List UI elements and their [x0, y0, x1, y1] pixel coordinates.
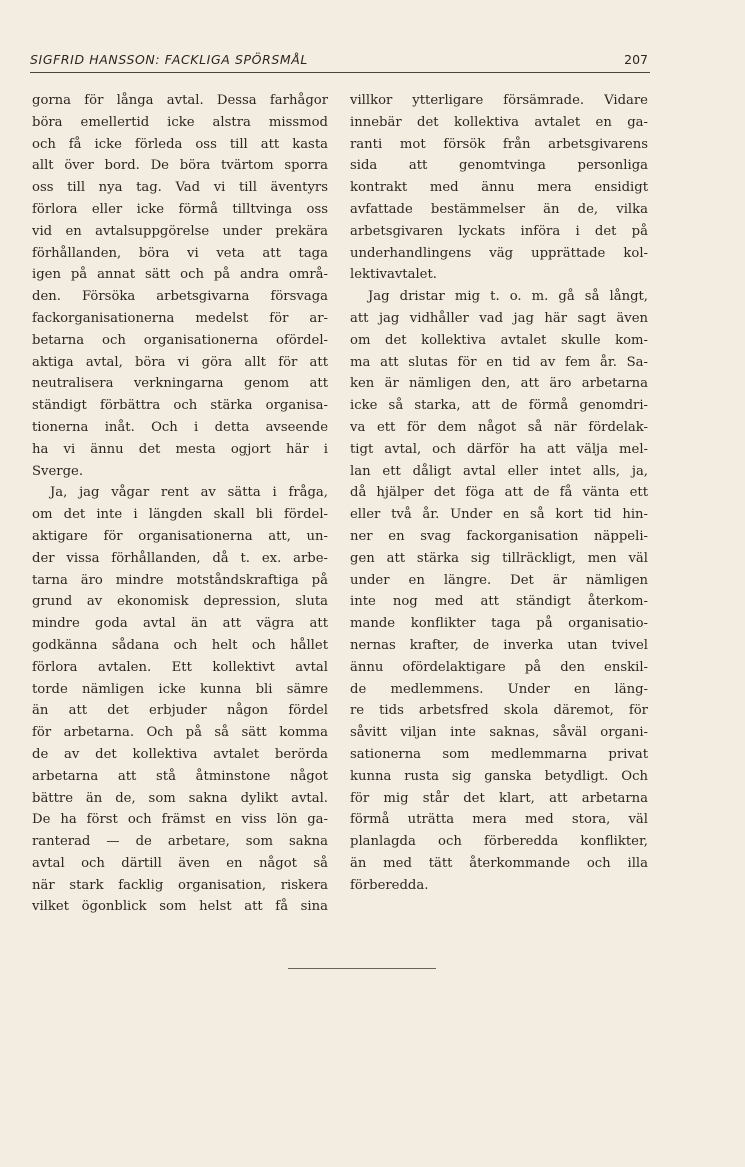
text-line: förlora eller icke förmå tilltvinga oss	[32, 201, 328, 217]
text-line: ständigt förbättra och stärka organisa-	[32, 398, 328, 414]
running-header	[30, 50, 650, 73]
text-line: aktiga avtal, böra vi göra allt för att	[32, 354, 328, 370]
text-line: va ett för dem något så när fördelak-	[350, 419, 648, 435]
text-line: avfattade bestämmelser än de, vilka	[350, 201, 648, 217]
text-line: lan ett dåligt avtal eller intet alls, ja,	[350, 463, 648, 479]
running-head-title: SIGFRID HANSSON: FACKLIGA SPÖRSMÅL	[30, 52, 308, 67]
text-line: än att det erbjuder någon fördel	[32, 703, 328, 719]
text-line: arbetarna att stå åtminstone något	[32, 768, 328, 784]
text-line: ner en svag fackorganisation näppeli-	[350, 528, 648, 544]
text-line: bättre än de, som sakna dylikt avtal.	[32, 790, 328, 806]
text-line: gen att stärka sig tillräckligt, men väl	[350, 550, 648, 566]
text-line: under en längre. Det är nämligen	[350, 572, 648, 588]
text-line: ranterad — de arbetare, som sakna	[32, 834, 328, 850]
text-line: förhållanden, böra vi veta att taga	[32, 245, 328, 261]
text-line: tigt avtal, och därför ha att välja mel-	[350, 441, 648, 457]
text-line: underhandlingens väg upprättade kol-	[350, 245, 648, 261]
text-line: såvitt viljan inte saknas, såväl organi-	[350, 725, 648, 741]
text-line: mande konflikter taga på organisatio-	[350, 616, 648, 632]
text-line: aktigare för organisationerna att, un-	[32, 528, 328, 544]
text-line: de av det kollektiva avtalet berörda	[32, 746, 328, 762]
text-line: betarna och organisationerna ofördel-	[32, 332, 328, 348]
text-line: om det kollektiva avtalet skulle kom-	[350, 332, 648, 348]
text-column-right	[350, 90, 648, 896]
text-line: mindre goda avtal än att vägra att	[32, 616, 328, 632]
text-line: de medlemmens. Under en läng-	[350, 681, 648, 697]
text-line: då hjälper det föga att de få vänta ett	[350, 485, 648, 501]
paragraph-start-line: Ja, jag vågar rent av sätta i fråga,	[50, 485, 328, 501]
text-line: böra emellertid icke alstra missmod	[32, 114, 328, 130]
text-line: förlora avtalen. Ett kollektivt avtal	[32, 659, 328, 675]
text-line: ma att slutas för en tid av fem år. Sa-	[350, 354, 648, 370]
text-line: för mig står det klart, att arbetarna	[350, 790, 648, 806]
text-line: grund av ekonomisk depression, sluta	[32, 594, 328, 610]
text-line: att jag vidhåller vad jag här sagt även	[350, 310, 648, 326]
text-column-left	[32, 90, 328, 918]
text-line: avtal och därtill även en något så	[32, 855, 328, 871]
text-line: godkänna sådana och helt och hållet	[32, 637, 328, 653]
text-line: neutralisera verkningarna genom att	[32, 376, 328, 392]
text-line: ranti mot försök från arbetsgivarens	[350, 136, 648, 152]
section-end-rule	[288, 968, 436, 969]
text-line: ken är nämligen den, att äro arbetarna	[350, 376, 648, 392]
text-line: när stark facklig organisation, riskera	[32, 877, 328, 893]
text-line: re tids arbetsfred skola däremot, för	[350, 703, 648, 719]
text-line: vilket ögonblick som helst att få sina	[32, 899, 328, 915]
text-line: sationerna som medlemmarna privat	[350, 746, 648, 762]
text-line: den. Försöka arbetsgivarna försvaga	[32, 289, 328, 305]
text-line: vid en avtalsuppgörelse under prekära	[32, 223, 328, 239]
text-line: fackorganisationerna medelst för ar-	[32, 310, 328, 326]
text-line: planlagda och förberedda konflikter,	[350, 834, 648, 850]
text-line: igen på annat sätt och på andra områ-	[32, 267, 328, 283]
text-line: förmå uträtta mera med stora, väl	[350, 812, 648, 828]
text-line: kunna rusta sig ganska betydligt. Och	[350, 768, 648, 784]
text-line: ännu ofördelaktigare på den enskil-	[350, 659, 648, 675]
text-line: tionerna inåt. Och i detta avseende	[32, 419, 328, 435]
text-line: De ha först och främst en viss lön ga-	[32, 812, 328, 828]
text-line: kontrakt med ännu mera ensidigt	[350, 180, 648, 196]
text-line: gorna för långa avtal. Dessa farhågor	[32, 93, 328, 108]
text-line: arbetsgivaren lyckats införa i det på	[350, 223, 648, 239]
text-line: nernas krafter, de inverka utan tvivel	[350, 637, 648, 653]
text-line: innebär det kollektiva avtalet en ga-	[350, 114, 648, 130]
text-line: villkor ytterligare försämrade. Vidare	[350, 93, 648, 108]
text-line: eller två år. Under en så kort tid hin-	[350, 507, 648, 523]
text-line: om det inte i längden skall bli fördel-	[32, 507, 328, 523]
text-line: torde nämligen icke kunna bli sämre	[32, 681, 328, 697]
text-line: än med tätt återkommande och illa	[350, 855, 648, 871]
text-line: der vissa förhållanden, då t. ex. arbe-	[32, 550, 328, 566]
page-number: 207	[624, 52, 648, 67]
paragraph-start-line: Jag dristar mig t. o. m. gå så långt,	[368, 289, 648, 305]
text-line: tarna äro mindre motståndskraftiga på	[32, 572, 328, 588]
paragraph-end-line: Sverge.	[32, 463, 84, 479]
text-line: icke så starka, att de förmå genomdri-	[350, 398, 648, 414]
text-line: och få icke förleda oss till att kasta	[32, 136, 328, 152]
text-line: inte nog med att ständigt återkom-	[350, 594, 648, 610]
text-line: för arbetarna. Och på så sätt komma	[32, 725, 328, 741]
paragraph-end-line: lektivavtalet.	[350, 267, 437, 283]
text-line: oss till nya tag. Vad vi till äventyrs	[32, 180, 328, 196]
text-line: ha vi ännu det mesta ogjort här i	[32, 441, 328, 457]
paragraph-end-line: förberedda.	[350, 877, 429, 893]
text-line: sida att genomtvinga personliga	[350, 158, 648, 174]
text-line: allt över bord. De böra tvärtom sporra	[32, 158, 328, 174]
